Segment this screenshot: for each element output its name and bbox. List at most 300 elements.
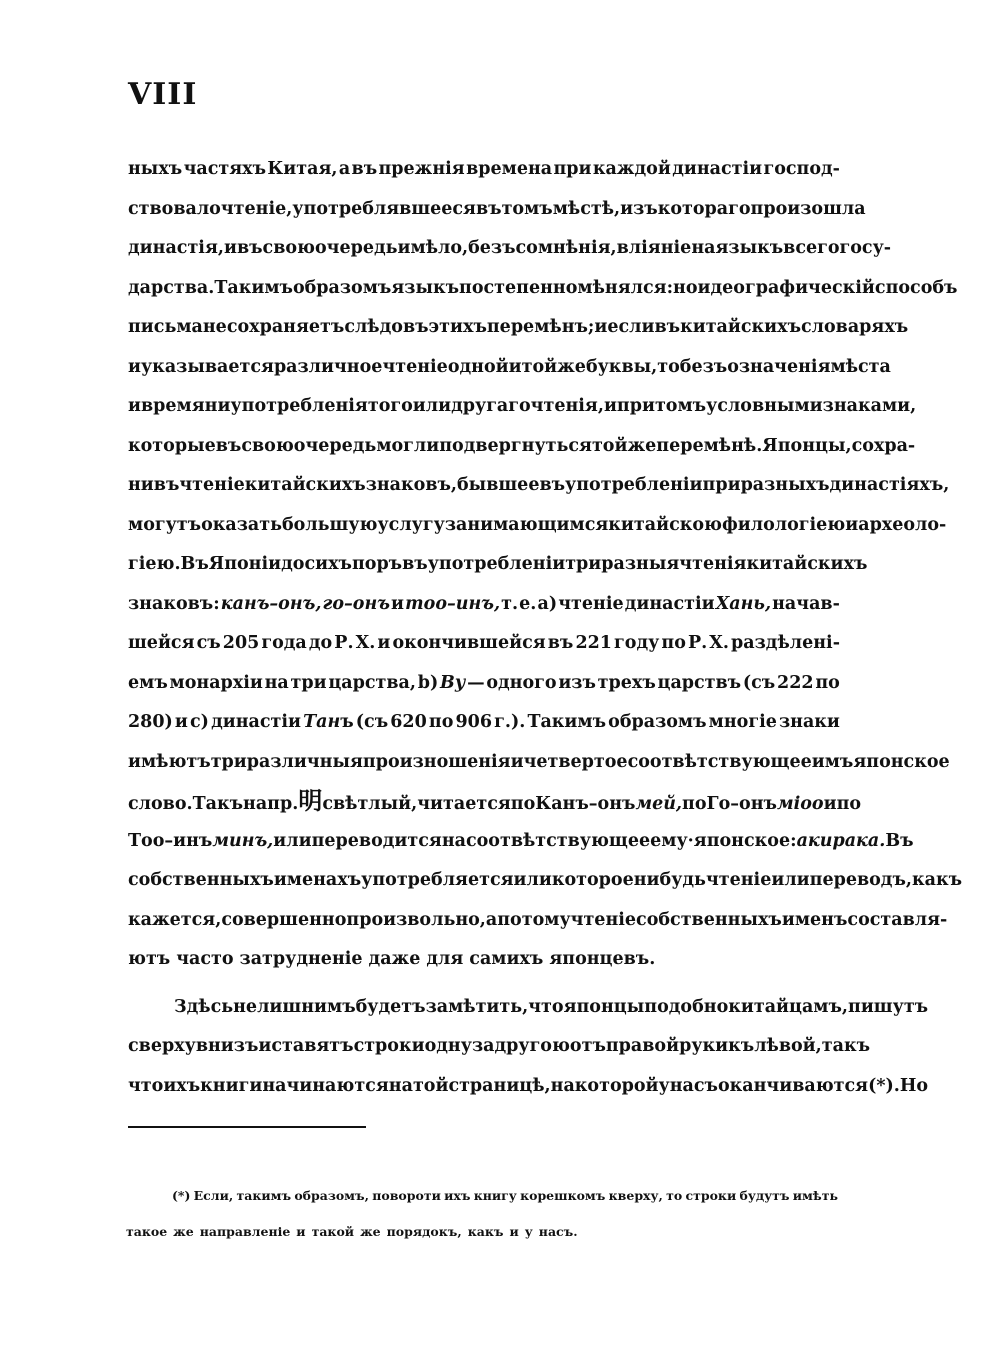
footnote-line bbox=[172, 1178, 838, 1214]
word: и bbox=[603, 396, 617, 416]
word: въ bbox=[236, 238, 263, 258]
word: b) bbox=[417, 672, 439, 693]
word: которые bbox=[128, 435, 216, 456]
word: въ bbox=[215, 435, 242, 456]
word: образомъ bbox=[608, 712, 707, 732]
word: книгу bbox=[473, 1188, 517, 1203]
paragraph1-line bbox=[128, 269, 958, 309]
word: 906 bbox=[455, 712, 493, 732]
word: династіяхъ, bbox=[829, 475, 950, 495]
word: чтеніе bbox=[705, 870, 772, 890]
word: строки bbox=[353, 1036, 425, 1056]
word: т. bbox=[501, 593, 519, 614]
word: при bbox=[702, 475, 741, 495]
word: гіею. bbox=[128, 554, 181, 574]
word: въ bbox=[351, 159, 378, 179]
word: за bbox=[471, 1036, 495, 1056]
paragraph2-line bbox=[128, 988, 929, 1028]
word: условными bbox=[706, 396, 823, 416]
word: употреблявшееся bbox=[292, 198, 476, 219]
word: лишнимъ bbox=[257, 996, 356, 1017]
word: же bbox=[627, 435, 657, 456]
word: — bbox=[467, 672, 485, 693]
word: имѣло, bbox=[397, 238, 469, 258]
word: госу- bbox=[839, 238, 892, 258]
word: сверху bbox=[128, 1036, 196, 1056]
word: по bbox=[428, 712, 454, 732]
word: китайскою bbox=[608, 514, 722, 535]
word: способъ bbox=[874, 277, 958, 298]
paragraph1-line bbox=[128, 427, 916, 467]
paragraph1-line bbox=[128, 466, 950, 506]
word: въ bbox=[402, 554, 428, 574]
word: одну bbox=[424, 1036, 472, 1056]
word: Ву bbox=[440, 672, 466, 693]
word: при bbox=[553, 159, 592, 179]
paragraph1-line bbox=[128, 348, 891, 388]
word: въ bbox=[539, 475, 566, 495]
word: чтеніе bbox=[382, 356, 448, 377]
word: прежнія bbox=[378, 159, 465, 179]
word: чтеніе bbox=[179, 475, 245, 495]
word: соотвѣтствующее bbox=[627, 751, 812, 772]
word: Такъ bbox=[192, 794, 244, 814]
word: Такимъ bbox=[214, 277, 293, 298]
word: 620 bbox=[390, 712, 427, 732]
word: и bbox=[594, 317, 608, 337]
word: безъ bbox=[679, 356, 728, 377]
word: какъ bbox=[911, 870, 963, 890]
word: образомъ, bbox=[294, 1188, 369, 1203]
word: Китая, bbox=[267, 159, 338, 179]
word: такой bbox=[311, 1224, 355, 1239]
word: на bbox=[441, 830, 466, 851]
word: такое bbox=[126, 1224, 168, 1239]
word: внизъ bbox=[195, 1036, 259, 1056]
word: въ bbox=[654, 317, 681, 337]
word: г.). bbox=[494, 712, 526, 732]
word: или bbox=[771, 870, 810, 890]
word: японское bbox=[853, 751, 950, 772]
word: образомъ bbox=[292, 277, 392, 298]
word: могутъ bbox=[128, 514, 202, 535]
word: свою bbox=[262, 238, 315, 258]
word: Японіи bbox=[208, 554, 282, 574]
word: с) bbox=[190, 712, 209, 732]
paragraph1-line bbox=[128, 861, 963, 901]
word: три bbox=[210, 751, 247, 772]
word: Въ bbox=[885, 830, 914, 851]
word: знаковъ: bbox=[128, 593, 220, 614]
word: 205 bbox=[222, 633, 260, 653]
word: е. bbox=[519, 593, 537, 614]
paragraph1-line bbox=[128, 822, 914, 862]
word: словаряхъ bbox=[801, 317, 909, 337]
word: для bbox=[426, 949, 464, 969]
word: сохраняетъ bbox=[226, 317, 345, 337]
word: Х. bbox=[355, 633, 376, 653]
word: отъ bbox=[569, 1036, 606, 1056]
word: знаковъ, bbox=[365, 475, 457, 495]
word: династіи bbox=[672, 159, 763, 179]
word: такимъ bbox=[236, 1188, 292, 1203]
word: переводится bbox=[311, 830, 442, 851]
paragraph1-line bbox=[128, 703, 840, 743]
word: Го–онъ bbox=[706, 794, 777, 814]
word: японцы bbox=[563, 996, 645, 1017]
word: минъ, bbox=[212, 830, 274, 851]
paragraph1-line bbox=[128, 624, 840, 664]
word: различное bbox=[273, 356, 383, 377]
word: будетъ bbox=[355, 996, 426, 1017]
word: въ bbox=[547, 633, 574, 653]
word: вліяніе bbox=[616, 238, 692, 258]
word: и bbox=[377, 633, 391, 653]
word: (съ bbox=[742, 672, 776, 693]
word: Р. bbox=[687, 633, 708, 653]
word: Японцы, bbox=[762, 435, 852, 456]
word: и bbox=[509, 1224, 519, 1239]
word: знаки bbox=[778, 712, 840, 732]
word: сохра- bbox=[851, 435, 916, 456]
word: царствъ bbox=[657, 672, 742, 693]
word: то bbox=[666, 1188, 683, 1203]
word: которой bbox=[574, 1075, 659, 1096]
word: монархіи bbox=[169, 672, 263, 693]
word: самихъ bbox=[469, 949, 544, 969]
paragraph2-line bbox=[128, 1027, 871, 1067]
word: четвертое bbox=[523, 751, 628, 772]
word: ныхъ bbox=[128, 159, 183, 179]
word: Такимъ bbox=[527, 712, 607, 732]
word: могли bbox=[376, 435, 440, 456]
word: изъ bbox=[558, 672, 596, 693]
word: а bbox=[338, 159, 351, 179]
paragraph1-line bbox=[128, 940, 840, 980]
word: на bbox=[550, 1075, 575, 1096]
word: емъ bbox=[128, 672, 168, 693]
word: году bbox=[614, 633, 660, 653]
paragraph1-line bbox=[128, 585, 840, 625]
word: же bbox=[557, 356, 586, 377]
word: употребляется bbox=[361, 870, 514, 890]
word: собственныхъ bbox=[128, 870, 274, 890]
word: такъ bbox=[821, 1036, 871, 1056]
word: той bbox=[412, 1075, 449, 1096]
word: кверху, bbox=[608, 1188, 663, 1203]
word: раздѣлені- bbox=[731, 633, 840, 653]
word: до bbox=[308, 633, 333, 653]
word: археоло- bbox=[858, 514, 947, 535]
word: именахъ bbox=[273, 870, 362, 890]
word: произношенія bbox=[362, 751, 511, 772]
word: не bbox=[202, 317, 227, 337]
word: дарства. bbox=[128, 277, 215, 298]
word: мѣстѣ, bbox=[552, 198, 621, 219]
word: той bbox=[521, 356, 558, 377]
word: ему·японское: bbox=[650, 830, 797, 851]
word: въ bbox=[475, 198, 502, 219]
word: чтеніе, bbox=[220, 198, 293, 219]
word: очередь bbox=[293, 435, 377, 456]
word: бывшее bbox=[457, 475, 540, 495]
word: чтеніе bbox=[558, 593, 624, 614]
word: (*). bbox=[868, 1075, 900, 1096]
word: притомъ bbox=[616, 396, 707, 416]
word: у bbox=[524, 1224, 533, 1239]
word: Канъ–онъ bbox=[535, 794, 636, 814]
word: Но bbox=[899, 1075, 929, 1096]
word: и bbox=[510, 751, 524, 772]
word: будутъ bbox=[739, 1188, 790, 1203]
word: династіи bbox=[211, 712, 301, 732]
word: династіи bbox=[624, 593, 715, 614]
word: буквы, bbox=[585, 356, 658, 377]
word: другаго bbox=[451, 396, 531, 416]
word: котораго bbox=[657, 198, 751, 219]
word: къ bbox=[728, 1036, 755, 1056]
word: Если, bbox=[193, 1188, 234, 1203]
word: каждой bbox=[592, 159, 671, 179]
word: или bbox=[273, 830, 312, 851]
paragraph1-line bbox=[128, 545, 868, 585]
word: и bbox=[174, 712, 188, 732]
word: Здѣсь bbox=[174, 996, 234, 1017]
word: одного bbox=[486, 672, 557, 693]
word: сихъ bbox=[304, 554, 352, 574]
word: по bbox=[682, 794, 707, 814]
word: переводъ, bbox=[809, 870, 912, 890]
paragraph1-line bbox=[128, 387, 917, 427]
word: имѣть bbox=[792, 1188, 838, 1203]
word: го–онъ bbox=[322, 593, 390, 614]
paragraph1-line bbox=[128, 782, 862, 822]
paragraph1-line bbox=[128, 190, 866, 230]
word: употребленіи bbox=[427, 554, 566, 574]
word: на bbox=[691, 238, 716, 258]
word: томъ bbox=[501, 198, 553, 219]
word: ствовало bbox=[128, 198, 221, 219]
word: повороти bbox=[372, 1188, 441, 1203]
word: и bbox=[296, 1224, 306, 1239]
word: 221 bbox=[575, 633, 612, 653]
word: того bbox=[367, 396, 413, 416]
word: мей, bbox=[635, 794, 683, 814]
word: канъ–онъ, bbox=[220, 593, 322, 614]
word: многіе bbox=[708, 712, 777, 732]
word: ставятъ bbox=[271, 1036, 354, 1056]
word: правой bbox=[605, 1036, 680, 1056]
word: міоо bbox=[776, 794, 824, 814]
word: замѣтить, bbox=[425, 996, 529, 1017]
word: постепенно bbox=[459, 277, 578, 298]
word: свою bbox=[241, 435, 294, 456]
word: имѣютъ bbox=[128, 751, 211, 772]
word: всего bbox=[783, 238, 840, 258]
word: подвергнуться bbox=[439, 435, 592, 456]
word: изъ bbox=[620, 198, 658, 219]
word: и bbox=[258, 1036, 272, 1056]
word: и bbox=[391, 593, 405, 614]
word: Въ bbox=[180, 554, 209, 574]
word: и bbox=[128, 396, 141, 416]
word: начав- bbox=[772, 593, 840, 614]
word: не bbox=[233, 996, 258, 1017]
word: чтеніе bbox=[570, 909, 637, 930]
word: чтенія, bbox=[530, 396, 604, 416]
word: филологіею bbox=[722, 514, 846, 535]
paragraph1-line bbox=[128, 664, 840, 704]
word: японцевъ. bbox=[549, 949, 656, 969]
footnote bbox=[126, 1178, 838, 1250]
word: шейся bbox=[128, 633, 195, 653]
paragraph1-line bbox=[128, 229, 892, 269]
word: времяни bbox=[140, 396, 231, 416]
word: Х. bbox=[709, 633, 729, 653]
word: нибудь bbox=[633, 870, 706, 890]
word: большую bbox=[281, 514, 378, 535]
word: произвольно, bbox=[346, 909, 486, 930]
paragraph2-line bbox=[128, 1067, 929, 1107]
word: подобно bbox=[644, 996, 729, 1017]
word: даже bbox=[368, 949, 421, 969]
word: года bbox=[261, 633, 307, 653]
word: языкъ bbox=[715, 238, 784, 258]
word: направленіе bbox=[199, 1224, 291, 1239]
word: Тоо–инъ bbox=[128, 830, 213, 851]
word: 222 bbox=[777, 672, 814, 693]
word: или bbox=[412, 396, 452, 416]
word: страницѣ, bbox=[448, 1075, 551, 1096]
word: (*) bbox=[172, 1188, 191, 1203]
word: по bbox=[661, 633, 686, 653]
word: что bbox=[528, 996, 564, 1017]
word: перемѣнъ; bbox=[486, 317, 595, 337]
word: китайскихъ bbox=[680, 317, 801, 337]
word: корешкомъ bbox=[520, 1188, 606, 1203]
word: же bbox=[360, 1224, 381, 1239]
word: языкъ bbox=[391, 277, 460, 298]
word: занимающимся bbox=[444, 514, 609, 535]
word: по bbox=[510, 794, 536, 814]
word: соотвѣтствующее bbox=[465, 830, 651, 851]
word: времена bbox=[466, 159, 553, 179]
word: на bbox=[388, 1075, 413, 1096]
word: оканчиваются bbox=[717, 1075, 869, 1096]
word: и bbox=[845, 514, 859, 535]
word: ютъ bbox=[128, 949, 171, 969]
word: Хань, bbox=[715, 593, 772, 614]
word: разныя bbox=[601, 554, 680, 574]
word: то bbox=[657, 356, 680, 377]
word: три bbox=[290, 672, 327, 693]
word: китайцамъ, bbox=[728, 996, 849, 1017]
word: Р. bbox=[334, 633, 354, 653]
word: и bbox=[223, 238, 237, 258]
word: кажется, bbox=[128, 909, 222, 930]
word: употребленія bbox=[230, 396, 368, 416]
word: по bbox=[836, 794, 862, 814]
word: или bbox=[513, 870, 552, 890]
word: часто bbox=[176, 949, 234, 969]
paragraph1-line bbox=[128, 150, 840, 190]
word: слово. bbox=[128, 794, 193, 814]
word: но bbox=[673, 277, 698, 298]
paragraph1-line bbox=[128, 308, 909, 348]
paragraph-gap bbox=[128, 980, 840, 988]
word: и bbox=[508, 356, 522, 377]
word: которое bbox=[551, 870, 634, 890]
word: слѣдовъ bbox=[344, 317, 429, 337]
word: произошла bbox=[750, 198, 866, 219]
word: царства, bbox=[328, 672, 416, 693]
word: 明 bbox=[298, 787, 323, 815]
word: насъ bbox=[669, 1075, 718, 1096]
word: затрудненіе bbox=[239, 949, 363, 969]
word: собственныхъ bbox=[636, 909, 782, 930]
word: если bbox=[607, 317, 655, 337]
word: ихъ bbox=[444, 1188, 471, 1203]
word: и bbox=[128, 356, 141, 377]
word: потому bbox=[497, 909, 571, 930]
paragraph1-line bbox=[128, 901, 948, 941]
word: нивъ bbox=[128, 475, 180, 495]
body-text bbox=[128, 150, 963, 1106]
word: трехъ bbox=[597, 672, 656, 693]
word: какъ bbox=[467, 1224, 504, 1239]
word: мѣста bbox=[830, 356, 891, 377]
word: услугу bbox=[377, 514, 445, 535]
word: означенія bbox=[727, 356, 831, 377]
word: перемѣнѣ. bbox=[656, 435, 763, 456]
word: именъ bbox=[781, 909, 848, 930]
word: поръ bbox=[351, 554, 403, 574]
word: 280) bbox=[128, 712, 173, 732]
word: три bbox=[565, 554, 602, 574]
word: династія, bbox=[128, 238, 224, 258]
word: мѣнялся: bbox=[577, 277, 674, 298]
word: лѣвой, bbox=[754, 1036, 822, 1056]
word: строки bbox=[685, 1188, 737, 1203]
word: разныхъ bbox=[740, 475, 830, 495]
word: употребленіи bbox=[565, 475, 703, 495]
paragraph1-line bbox=[128, 743, 950, 783]
word: знаками, bbox=[822, 396, 917, 416]
word: же bbox=[173, 1224, 194, 1239]
word: составля- bbox=[847, 909, 948, 930]
paragraph1-line bbox=[128, 506, 947, 546]
word: письма bbox=[128, 317, 203, 337]
word: руки bbox=[679, 1036, 729, 1056]
word: а bbox=[485, 909, 498, 930]
word: до bbox=[281, 554, 305, 574]
word: по bbox=[815, 672, 840, 693]
word: книги bbox=[200, 1075, 263, 1096]
word: идеографическій bbox=[697, 277, 875, 298]
word: частяхъ bbox=[183, 159, 267, 179]
word: тоо–инъ, bbox=[405, 593, 501, 614]
word: чтоихъ bbox=[128, 1075, 201, 1096]
word: оказать bbox=[201, 514, 282, 535]
word: Танъ bbox=[303, 712, 354, 732]
word: читается bbox=[417, 794, 511, 814]
word: другою bbox=[494, 1036, 570, 1056]
word: безъ bbox=[468, 238, 516, 258]
word: на bbox=[264, 672, 289, 693]
word: акирака. bbox=[796, 830, 886, 851]
word: различныя bbox=[246, 751, 363, 772]
word: китайскихъ bbox=[244, 475, 366, 495]
